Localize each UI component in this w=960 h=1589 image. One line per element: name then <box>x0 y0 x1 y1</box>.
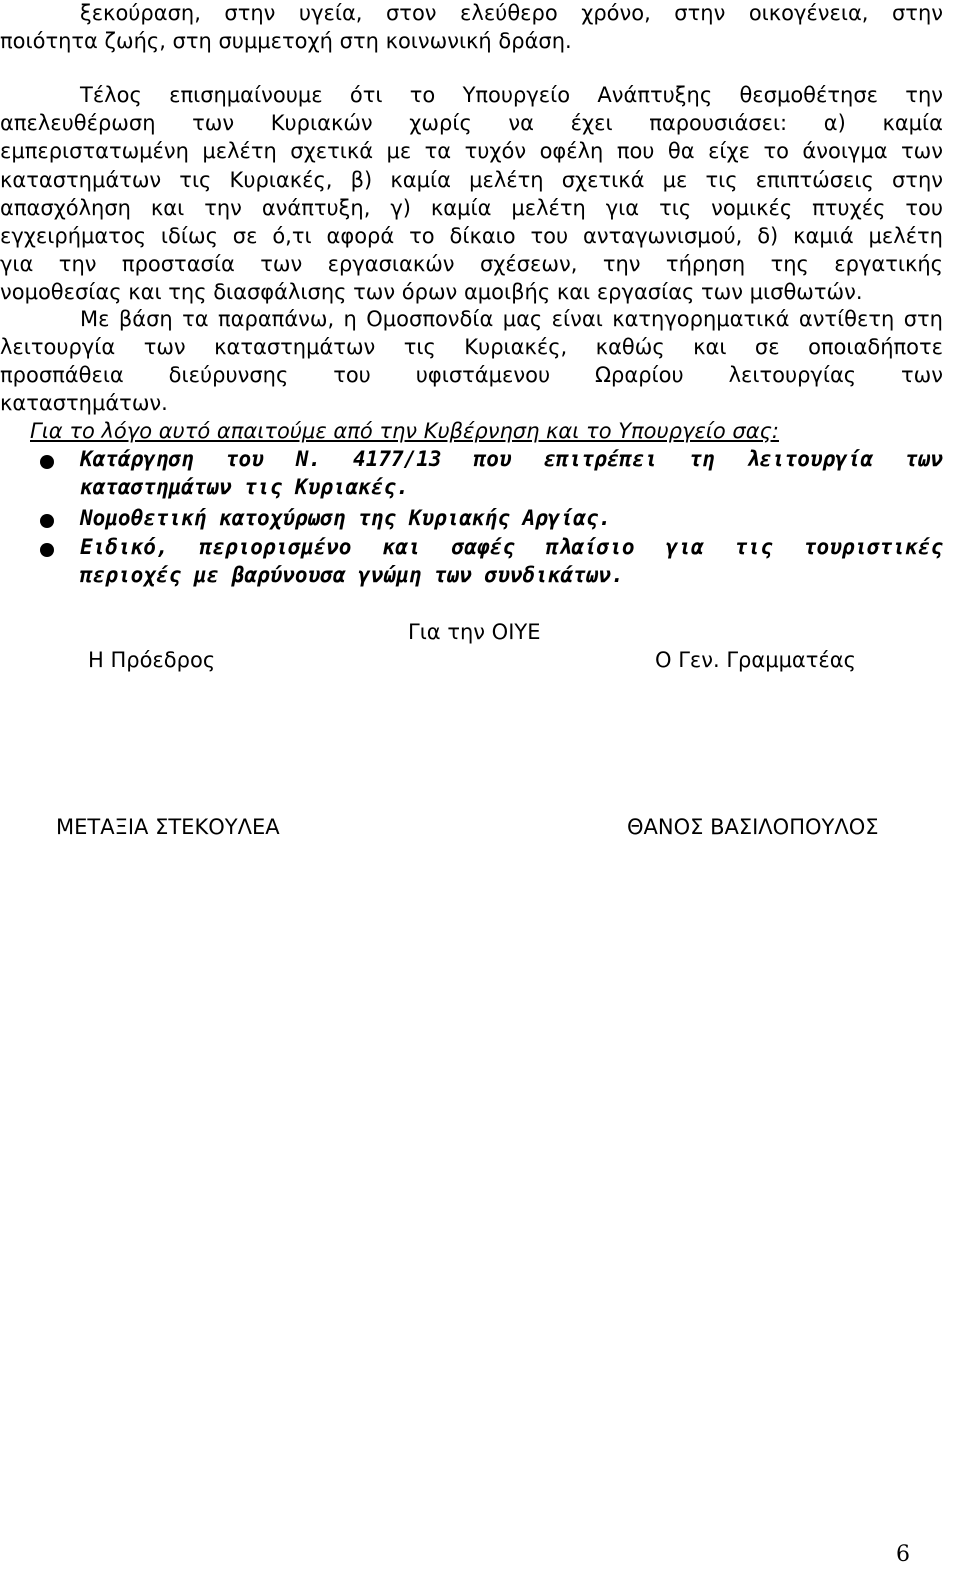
bullet-icon <box>40 455 54 469</box>
paragraph-line: εμπεριστατωμένη μελέτη σχετικά με τα τυχόν οφέλη που θα είχε το άνοιγμα των <box>0 139 943 163</box>
signature-right-name: ΘΑΝΟΣ ΒΑΣΙΛΟΠΟΥΛΟΣ <box>627 815 879 839</box>
signature-org: Για την ΟΙΥΕ <box>408 620 541 644</box>
intro-line: ποιότητα ζωής, στη συμμετοχή στη κοινωνική δράση. <box>0 29 572 53</box>
paragraph-line: νομοθεσίας και της διασφάλισης των όρων αμοιβής και εργασίας των μισθωτών. <box>0 280 863 304</box>
demands-heading: Για το λόγο αυτό απαιτούμε από την Κυβέρνηση και το Υπουργείο σας: <box>30 419 779 443</box>
paragraph-line: Με βάση τα παραπάνω, η Ομοσπονδία μας είναι κατηγορηματικά αντίθετη στη <box>80 307 943 331</box>
demand-line: περιοχές με βαρύνουσα γνώμη των συνδικάτων. <box>80 563 624 587</box>
paragraph-line: καταστημάτων τις Κυριακές, β) καμία μελέτη σχετικά με τις επιπτώσεις στην <box>0 168 943 192</box>
demand-line: Κατάργηση του Ν. 4177/13 που επιτρέπει τη λειτουργία των <box>80 447 943 471</box>
paragraph-line: απελευθέρωση των Κυριακών χωρίς να έχει παρουσιάσει: α) καμία <box>0 111 943 135</box>
signature-right-title: Ο Γεν. Γραμματέας <box>655 648 856 672</box>
signature-left-name: ΜΕΤΑΞΙΑ ΣΤΕΚΟΥΛΕΑ <box>56 815 280 839</box>
demand-line: Ειδικό, περιορισμένο και σαφές πλαίσιο για τις τουριστικές <box>80 535 943 559</box>
bullet-icon <box>40 543 54 557</box>
demand-line: Νομοθετική κατοχύρωση της Κυριακής Αργίας. <box>80 506 612 530</box>
paragraph-line: λειτουργία των καταστημάτων τις Κυριακές, καθώς και σε οποιαδήποτε <box>0 335 943 359</box>
signature-left-title: Η Πρόεδρος <box>88 648 216 672</box>
paragraph-line: καταστημάτων. <box>0 391 168 415</box>
page-number: 6 <box>896 1542 910 1567</box>
paragraph-line: για την προστασία των εργασιακών σχέσεων, την τήρηση της εργατικής <box>0 252 943 276</box>
intro-line: ξεκούραση, στην υγεία, στον ελεύθερο χρόνο, στην οικογένεια, στην <box>80 1 943 25</box>
paragraph-line: προσπάθεια διεύρυνσης του υφιστάμενου Ωραρίου λειτουργίας των <box>0 363 943 387</box>
bullet-icon <box>40 514 54 528</box>
paragraph-line: απασχόληση και την ανάπτυξη, γ) καμία μελέτη για τις νομικές πτυχές του <box>0 196 943 220</box>
paragraph-line: Τέλος επισημαίνουμε ότι το Υπουργείο Ανάπτυξης θεσμοθέτησε την <box>80 83 943 107</box>
demand-line: καταστημάτων τις Κυριακές. <box>80 475 409 499</box>
paragraph-line: εγχειρήματος ιδίως σε ό,τι αφορά το δίκαιο του ανταγωνισμού, δ) καμιά μελέτη <box>0 224 943 248</box>
